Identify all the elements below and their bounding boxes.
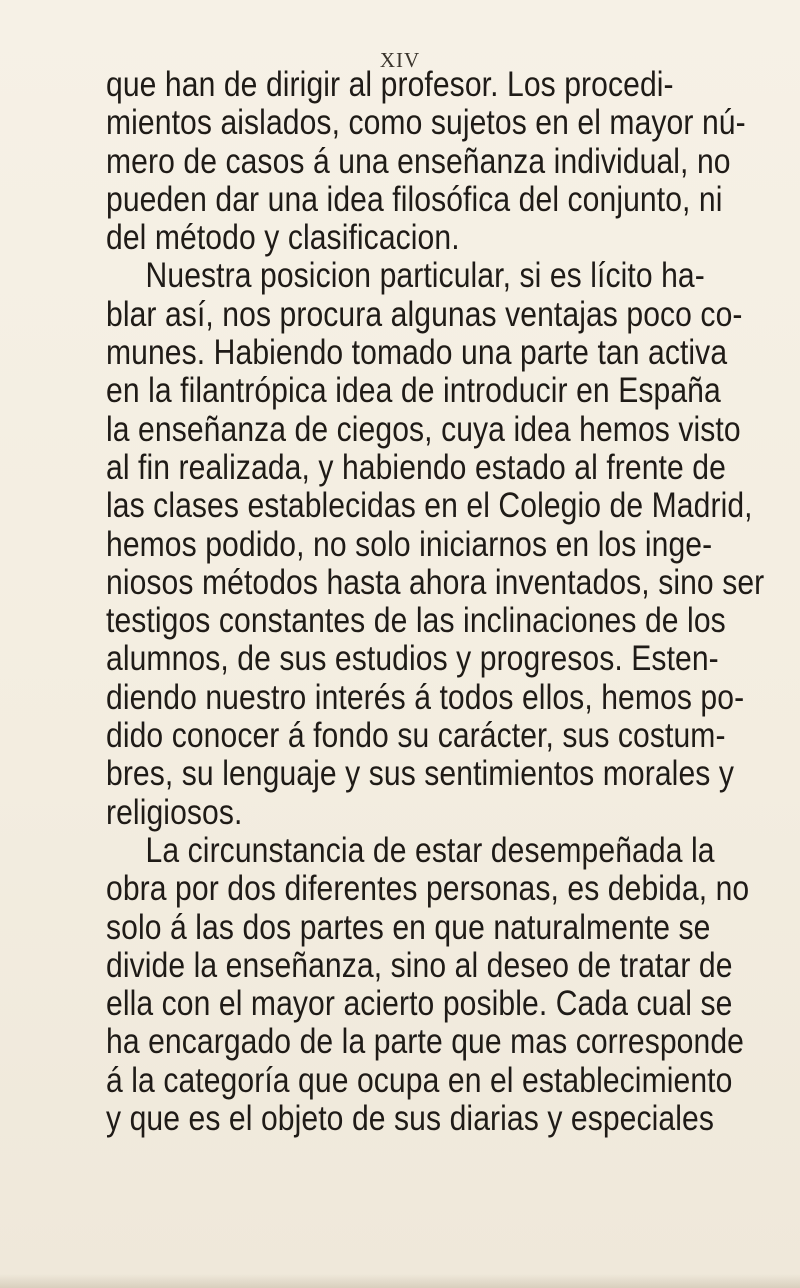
page-number: XIV (379, 48, 421, 72)
text-line: religiosos. (106, 792, 243, 832)
page-bottom-edge (0, 1274, 800, 1288)
body-text (106, 65, 765, 1139)
text-line: la enseñanza de ciegos, cuya idea hemos visto (106, 409, 741, 449)
text-line: dido conocer á fondo su carácter, sus costum- (106, 716, 726, 756)
text-line: á la categoría que ocupa en el establecimiento (106, 1060, 733, 1100)
text-line: divide la enseñanza, sino al deseo de tratar de (106, 945, 733, 985)
text-line: alumnos, de sus estudios y progresos. Esten- (106, 639, 719, 679)
text-line: las clases establecidas en el Colegio de Madrid, (106, 486, 753, 526)
text-line: La circunstancia de estar desempeñada la (145, 830, 715, 870)
text-line: ella con el mayor acierto posible. Cada cual se (106, 984, 733, 1024)
text-line: mero de casos á una enseñanza individual, no (106, 141, 731, 181)
text-line: y que es el objeto de sus diarias y especiales (106, 1099, 714, 1139)
text-line: ha encargado de la parte que mas corresponde (106, 1022, 744, 1062)
text-line: pueden dar una idea filosófica del conjunto, ni (106, 179, 723, 219)
text-line: niosos métodos hasta ahora inventados, sino ser (106, 562, 765, 602)
text-line: munes. Habiendo tomado una parte tan activa (106, 333, 728, 373)
text-line: solo á las dos partes en que naturalmente se (106, 907, 711, 947)
text-line: mientos aislados, como sujetos en el mayor nú- (106, 103, 746, 143)
text-line: bres, su lenguaje y sus sentimientos morales y (106, 754, 734, 794)
text-line: obra por dos diferentes personas, es debida, no (106, 869, 750, 909)
text-line: Nuestra posicion particular, si es lícito ha- (145, 256, 705, 296)
text-line: del método y clasificacion. (106, 218, 460, 258)
text-line: en la filantrópica idea de introducir en España (106, 371, 721, 411)
text-line: hemos podido, no solo iniciarnos en los inge- (106, 524, 713, 564)
text-line: diendo nuestro interés á todos ellos, hemos po- (106, 677, 745, 717)
text-line: testigos constantes de las inclinaciones de los (106, 601, 726, 641)
text-line: blar así, nos procura algunas ventajas poco co- (106, 294, 743, 334)
text-line: al fin realizada, y habiendo estado al frente de (106, 447, 726, 487)
text-line: que han de dirigir al profesor. Los procedi- (106, 65, 674, 104)
